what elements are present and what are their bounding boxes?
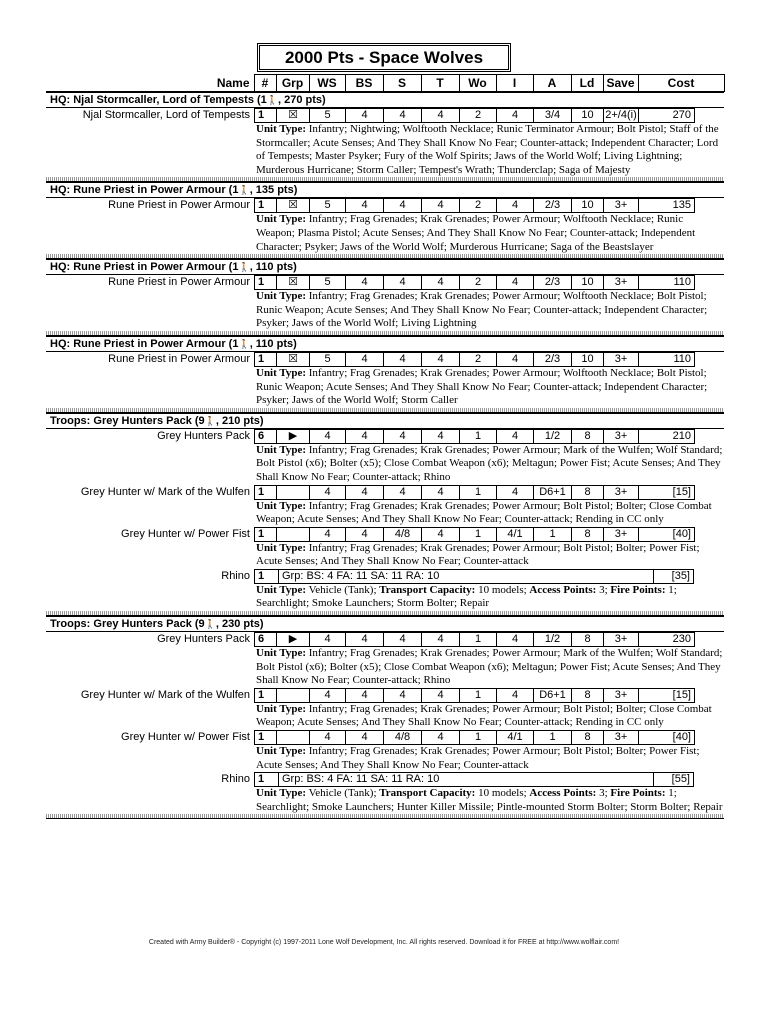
column-header-save: Save xyxy=(603,75,638,92)
stat-grp xyxy=(277,731,310,745)
section-title: HQ: Rune Priest in Power Armour (1🚶, 110 pts) xyxy=(46,260,724,275)
stat-s: 4/8 xyxy=(384,527,422,541)
stat-s: 4 xyxy=(384,276,422,290)
model-body xyxy=(254,429,724,485)
stat-#: 6 xyxy=(255,633,277,647)
model-name: Rhino xyxy=(221,773,250,786)
model-body xyxy=(254,632,724,688)
stat-line xyxy=(254,688,695,703)
vehicle-cost: [35] xyxy=(653,570,693,583)
model-row xyxy=(46,632,724,688)
model-row xyxy=(46,527,724,569)
stat-cost: 230 xyxy=(639,633,695,647)
stat-cost: 110 xyxy=(639,276,695,290)
unit-type-label: Unit Type: xyxy=(256,745,307,758)
stat-wo: 1 xyxy=(460,485,497,499)
stat-bs: 4 xyxy=(346,276,384,290)
vehicle-stats: Grp: BS: 4 FA: 11 SA: 11 RA: 10 xyxy=(282,569,440,582)
stat-ws: 4 xyxy=(310,688,346,702)
access-label: Access Points: xyxy=(529,787,597,800)
stat-t: 4 xyxy=(422,109,460,123)
model-row xyxy=(46,275,724,331)
section-3 xyxy=(46,336,724,413)
stat-ws: 4 xyxy=(310,485,346,499)
stat-grp: ☒ xyxy=(277,352,310,366)
stat-ld: 8 xyxy=(572,688,604,702)
stat-bs: 4 xyxy=(346,731,384,745)
model-row xyxy=(46,569,724,611)
vehicle-cost: [55] xyxy=(653,773,693,786)
stat-i: 4 xyxy=(497,352,534,366)
model-figure-icon: 🚶 xyxy=(204,415,216,426)
stat-save: 3+ xyxy=(604,485,639,499)
stat-ld: 8 xyxy=(572,731,604,745)
stat-grp: ☒ xyxy=(277,199,310,213)
model-name: Grey Hunter w/ Power Fist xyxy=(121,731,250,744)
stat-ws: 4 xyxy=(310,633,346,647)
model-body xyxy=(254,569,724,611)
stat-t: 4 xyxy=(422,633,460,647)
model-name: Rune Priest in Power Armour xyxy=(108,352,250,365)
unit-type-label: Unit Type: xyxy=(256,443,307,456)
model-figure-icon: 🚶 xyxy=(238,338,250,349)
vehicle-stat-line xyxy=(254,569,694,584)
stat-t: 4 xyxy=(422,199,460,213)
stat-ws: 4 xyxy=(310,731,346,745)
stat-wo: 1 xyxy=(460,731,497,745)
stat-wo: 1 xyxy=(460,429,497,443)
column-header-a: A xyxy=(533,75,571,92)
stat-a: 1 xyxy=(534,731,572,745)
stat-grp: ☒ xyxy=(277,109,310,123)
model-figure-icon: 🚶 xyxy=(238,185,250,196)
stat-a: 1/2 xyxy=(534,633,572,647)
stat-wo: 2 xyxy=(460,109,497,123)
stat-save: 3+ xyxy=(604,429,639,443)
model-name: Grey Hunter w/ Mark of the Wulfen xyxy=(80,485,250,498)
stat-cost: 110 xyxy=(639,352,695,366)
stat-a: 1/2 xyxy=(534,429,572,443)
section-divider xyxy=(46,814,724,819)
unit-description: Unit Type: Infantry; Frag Grenades; Krak Grenades; Power Armour; Mark of the Wulfen; Wolf Standard; Bolt Pistol (x6); Bolter (x5); Close Combat Weapon (x6); Meltagun; Power Fist; Acute Senses; And They Shall Know No Fear; Counter-attack; Rhino xyxy=(256,443,723,483)
model-body xyxy=(254,688,724,730)
stat-ws: 4 xyxy=(310,527,346,541)
column-header--: # xyxy=(254,75,276,92)
stat-t: 4 xyxy=(422,352,460,366)
model-row xyxy=(46,198,724,254)
stat-#: 1 xyxy=(255,199,277,213)
column-header-i: I xyxy=(496,75,533,92)
stat-#: 1 xyxy=(255,731,277,745)
stat-ld: 8 xyxy=(572,527,604,541)
stat-bs: 4 xyxy=(346,485,384,499)
stat-i: 4 xyxy=(497,199,534,213)
stat-save: 2+/4(i) xyxy=(605,109,637,121)
stat-a: D6+1 xyxy=(534,485,572,499)
stat-cost: [15] xyxy=(639,688,695,702)
section-2 xyxy=(46,259,724,336)
unit-description: Unit Type: Infantry; Frag Grenades; Krak Grenades; Power Armour; Wolftooth Necklace; Bolt Pistol; Runic Weapon; Acute Senses; And They Shall Know No Fear; Counter-attack; Independent Character; Psyker; Jaws of the World Wolf; Living Lightning xyxy=(256,290,708,330)
model-body xyxy=(254,352,724,408)
unit-description: Unit Type: Vehicle (Tank); Transport Capacity: 10 models; Access Points: 3; Fire Points: 1; Searchlight; Smoke Launchers; Storm Bolter; Repair xyxy=(256,583,677,610)
model-name: Grey Hunter w/ Mark of the Wulfen xyxy=(80,688,250,701)
stat-ws: 5 xyxy=(310,276,346,290)
column-header-t: T xyxy=(421,75,459,92)
stat-bs: 4 xyxy=(346,527,384,541)
column-header-wo: Wo xyxy=(459,75,496,92)
column-header-ld: Ld xyxy=(571,75,603,92)
page-title: 2000 Pts - Space Wolves xyxy=(259,45,509,70)
unit-type-label: Unit Type: xyxy=(256,366,307,379)
stat-ws: 4 xyxy=(310,429,346,443)
stat-s: 4/8 xyxy=(384,731,422,745)
section-0 xyxy=(46,92,724,182)
vehicle-stats: Grp: BS: 4 FA: 11 SA: 11 RA: 10 xyxy=(282,773,440,786)
column-header-row xyxy=(46,74,725,92)
stat-ld: 8 xyxy=(572,429,604,443)
unit-description: Unit Type: Infantry; Frag Grenades; Krak Grenades; Power Armour; Bolt Pistol; Bolter; Close Combat Weapon; Acute Senses; And They Shall Know No Fear; Counter-attack; Rending in CC only xyxy=(256,702,712,729)
stat-line xyxy=(254,730,695,745)
unit-type-label: Unit Type: xyxy=(256,499,307,512)
stat-s: 4 xyxy=(384,199,422,213)
stat-t: 4 xyxy=(422,485,460,499)
stat-wo: 1 xyxy=(460,688,497,702)
stat-line xyxy=(254,198,695,213)
stat-#: 6 xyxy=(255,429,277,443)
stat-#: 1 xyxy=(255,527,277,541)
stat-bs: 4 xyxy=(346,429,384,443)
unit-type-label: Unit Type: xyxy=(256,213,307,226)
column-header-bs: BS xyxy=(345,75,383,92)
stat-a: 2/3 xyxy=(534,199,572,213)
unit-type-label: Unit Type: xyxy=(256,647,307,660)
model-body xyxy=(254,485,724,527)
stat-#: 1 xyxy=(255,485,277,499)
stat-bs: 4 xyxy=(346,352,384,366)
section-5 xyxy=(46,616,724,819)
stat-ws: 5 xyxy=(310,109,346,123)
unit-type-label: Unit Type: xyxy=(256,583,307,596)
stat-i: 4/1 xyxy=(497,527,534,541)
model-name: Grey Hunters Pack xyxy=(157,429,250,442)
stat-#: 1 xyxy=(255,109,277,123)
unit-type-label: Unit Type: xyxy=(256,702,307,715)
stat-ld: 10 xyxy=(572,199,604,213)
stat-save: 3+ xyxy=(604,633,639,647)
model-row xyxy=(46,352,724,408)
stat-i: 4 xyxy=(497,485,534,499)
stat-line xyxy=(254,429,695,444)
model-row xyxy=(46,429,724,485)
model-figure-icon: 🚶 xyxy=(204,619,216,630)
stat-grp: ☒ xyxy=(277,276,310,290)
stat-grp: ▶ xyxy=(277,633,310,647)
stat-wo: 1 xyxy=(460,633,497,647)
unit-type-label: Unit Type: xyxy=(256,290,307,303)
stat-grp: ▶ xyxy=(277,429,310,443)
stat-cost: 135 xyxy=(639,199,695,213)
stat-line xyxy=(254,108,695,123)
stat-bs: 4 xyxy=(346,109,384,123)
column-header-grp: Grp xyxy=(276,75,309,92)
fire-label: Fire Points: xyxy=(610,787,666,800)
stat-save: 3+ xyxy=(604,199,639,213)
model-name: Njal Stormcaller, Lord of Tempests xyxy=(82,109,250,121)
model-body xyxy=(254,108,724,177)
stat-t: 4 xyxy=(422,731,460,745)
section-1 xyxy=(46,182,724,259)
stat-cost: [15] xyxy=(639,485,695,499)
section-title: HQ: Rune Priest in Power Armour (1🚶, 110 pts) xyxy=(46,337,724,352)
stat-a: 1 xyxy=(534,527,572,541)
stat-i: 4 xyxy=(497,688,534,702)
stat-ld: 10 xyxy=(572,109,604,123)
unit-type-label: Unit Type: xyxy=(256,787,307,800)
stat-i: 4 xyxy=(497,633,534,647)
unit-type-label: Unit Type: xyxy=(256,123,307,135)
stat-ws: 5 xyxy=(310,352,346,366)
vehicle-count: 1 xyxy=(255,570,279,583)
stat-i: 4 xyxy=(497,429,534,443)
stat-t: 4 xyxy=(422,276,460,290)
stat-grp xyxy=(277,485,310,499)
stat-grp xyxy=(277,688,310,702)
stat-a: 3/4 xyxy=(534,109,572,123)
model-row xyxy=(46,485,724,527)
stat-s: 4 xyxy=(384,688,422,702)
stat-ld: 10 xyxy=(572,276,604,290)
stat-cost: 210 xyxy=(639,429,695,443)
stat-line xyxy=(254,632,695,647)
stat-bs: 4 xyxy=(346,199,384,213)
model-name: Grey Hunter w/ Power Fist xyxy=(121,527,250,540)
unit-description: Unit Type: Infantry; Frag Grenades; Krak Grenades; Power Armour; Wolftooth Necklace; Bolt Pistol; Runic Weapon; Acute Senses; And They Shall Know No Fear; Counter-attack; Independent Character; Psyker; Jaws of the World Wolf; Storm Caller xyxy=(256,366,708,407)
model-name: Rune Priest in Power Armour xyxy=(108,199,250,212)
model-body xyxy=(254,730,724,772)
model-name: Grey Hunters Pack xyxy=(157,633,250,646)
model-row xyxy=(46,730,724,772)
unit-description: Unit Type: Infantry; Frag Grenades; Krak Grenades; Power Armour; Bolt Pistol; Bolter; Power Fist; Acute Senses; And They Shall Know No Fear; Counter-attack xyxy=(256,745,700,771)
stat-wo: 2 xyxy=(460,199,497,213)
model-figure-icon: 🚶 xyxy=(238,262,250,273)
stat-ws: 5 xyxy=(310,199,346,213)
unit-type-label: Unit Type: xyxy=(256,541,307,554)
stat-i: 4/1 xyxy=(497,731,534,745)
stat-t: 4 xyxy=(422,688,460,702)
model-row xyxy=(46,688,724,730)
section-4 xyxy=(46,413,724,616)
stat-wo: 1 xyxy=(460,527,497,541)
stat-save: 3+ xyxy=(604,731,639,745)
stat-line xyxy=(254,485,695,500)
stat-bs: 4 xyxy=(346,633,384,647)
stat-wo: 2 xyxy=(460,276,497,290)
model-body xyxy=(254,198,724,254)
column-header-s: S xyxy=(383,75,421,92)
stat-a: 2/3 xyxy=(534,276,572,290)
stat-cost: 270 xyxy=(639,109,695,123)
stat-ld: 8 xyxy=(572,485,604,499)
vehicle-count: 1 xyxy=(255,773,279,786)
stat-grp xyxy=(277,527,310,541)
section-title: HQ: Njal Stormcaller, Lord of Tempests (1🚶, 270 pts) xyxy=(46,93,724,108)
stat-bs: 4 xyxy=(346,688,384,702)
stat-#: 1 xyxy=(255,276,277,290)
stat-i: 4 xyxy=(497,109,534,123)
stat-#: 1 xyxy=(255,688,277,702)
column-header-ws: WS xyxy=(309,75,345,92)
model-row xyxy=(46,772,724,814)
stat-save: 3+ xyxy=(604,527,639,541)
stat-s: 4 xyxy=(384,633,422,647)
stat-wo: 2 xyxy=(460,352,497,366)
unit-description: Unit Type: Infantry; Frag Grenades; Krak Grenades; Power Armour; Bolt Pistol; Bolter; Power Fist; Acute Senses; And They Shall Know No Fear; Counter-attack xyxy=(256,541,700,568)
transport-label: Transport Capacity: xyxy=(379,583,476,596)
model-body xyxy=(254,275,724,331)
fire-label: Fire Points: xyxy=(610,583,666,596)
stat-ld: 8 xyxy=(572,633,604,647)
stat-#: 1 xyxy=(255,352,277,366)
stat-save: 3+ xyxy=(604,688,639,702)
stat-save: 3+ xyxy=(604,352,639,366)
stat-save: 3+ xyxy=(604,276,639,290)
model-name: Rhino xyxy=(221,569,250,582)
model-row xyxy=(46,108,724,177)
access-label: Access Points: xyxy=(529,583,597,596)
stat-a: D6+1 xyxy=(534,688,572,702)
section-title: Troops: Grey Hunters Pack (9🚶, 230 pts) xyxy=(46,617,724,632)
vehicle-stat-line xyxy=(254,772,694,787)
roster-sections xyxy=(46,92,724,819)
column-header-cost: Cost xyxy=(638,75,724,92)
transport-label: Transport Capacity: xyxy=(379,787,476,800)
unit-description: Unit Type: Infantry; Frag Grenades; Krak Grenades; Power Armour; Wolftooth Necklace; Runic Weapon; Plasma Pistol; Acute Senses; And They Shall Know No Fear; Counter-attack; Independent Character; Psyker; Jaws of the World Wolf; Murderous Hurricane; Saga of the Beastslayer xyxy=(256,213,696,253)
footer-credit: Created with Army Builder® - Copyright (c) 1997-2011 Lone Wolf Development, Inc. All rights reserved. Download it for FREE at http://www.wolflair.com! xyxy=(148,939,620,946)
roster-sheet xyxy=(46,74,724,819)
stat-s: 4 xyxy=(384,485,422,499)
unit-description: Unit Type: Infantry; Frag Grenades; Krak Grenades; Power Armour; Mark of the Wulfen; Wolf Standard; Bolt Pistol (x6); Bolter (x5); Close Combat Weapon (x6); Meltagun; Power Fist; Acute Senses; And They Shall Know No Fear; Counter-attack; Rhino xyxy=(256,647,723,687)
stat-a: 2/3 xyxy=(534,352,572,366)
stat-line xyxy=(254,352,695,367)
stat-t: 4 xyxy=(422,527,460,541)
stat-s: 4 xyxy=(384,429,422,443)
stat-cost: [40] xyxy=(639,731,695,745)
model-figure-icon: 🚶 xyxy=(266,95,279,105)
stat-s: 4 xyxy=(384,352,422,366)
stat-line xyxy=(254,275,695,290)
stat-cost: [40] xyxy=(639,527,695,541)
stat-ld: 10 xyxy=(572,352,604,366)
column-header-name: Name xyxy=(46,75,254,92)
stat-t: 4 xyxy=(422,429,460,443)
model-name: Rune Priest in Power Armour xyxy=(108,276,250,289)
unit-description: Unit Type: Vehicle (Tank); Transport Capacity: 10 models; Access Points: 3; Fire Points: 1; Searchlight; Smoke Launchers; Hunter Killer Missile; Pintle-mounted Storm Bolter; Storm Bolter; Repair xyxy=(256,787,723,813)
stat-i: 4 xyxy=(497,276,534,290)
model-body xyxy=(254,527,724,569)
stat-line xyxy=(254,527,695,542)
unit-description: Unit Type: Infantry; Frag Grenades; Krak Grenades; Power Armour; Bolt Pistol; Bolter; Close Combat Weapon; Acute Senses; And They Shall Know No Fear; Counter-attack; Rending in CC only xyxy=(256,499,712,526)
section-title: HQ: Rune Priest in Power Armour (1🚶, 135 pts) xyxy=(46,183,724,198)
model-body xyxy=(254,772,724,814)
unit-description: Unit Type: Infantry; Nightwing; Wolftooth Necklace; Runic Terminator Armour; Bolt Pistol; Staff of the Stormcaller; Acute Senses; And They Shall Know No Fear; Counter-attack; Independent Character; Lord of Tempests; Master Psyker; Fury of the Wolf Spirits; Jaws of the World Wolf; Living Lightning; Murderous Hurricane; Storm Caller; Tempest's Wrath; Thunderclap; Saga of Majesty xyxy=(256,123,719,176)
section-title: Troops: Grey Hunters Pack (9🚶, 210 pts) xyxy=(46,414,724,429)
stat-s: 4 xyxy=(384,109,422,123)
